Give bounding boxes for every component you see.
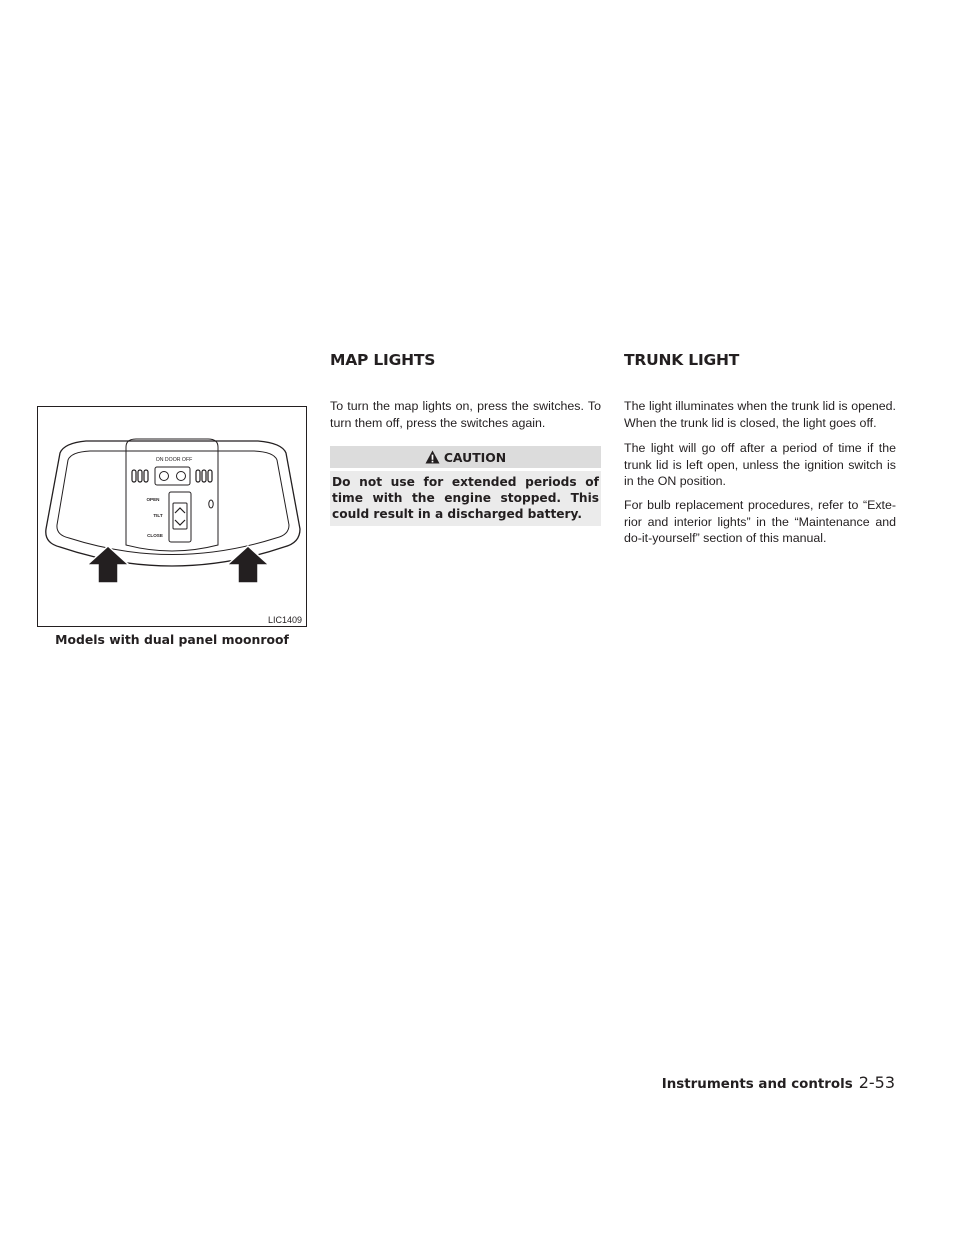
caution-text: Do not use for extended periods of time with the engine stopped. This could result in a discharged battery. <box>330 471 601 526</box>
trunk-light-paragraph-2: The light will go off after a period of time if the trunk lid is left open, unless the ignition switch is in the ON position. <box>624 441 896 489</box>
trunk-light-paragraph-1: The light illuminates when the trunk lid is opened. When the trunk lid is closed, the light goes off. <box>624 399 896 430</box>
tilt-label: TILT <box>153 513 163 518</box>
overhead-console-illustration <box>38 407 306 626</box>
left-arrow-icon <box>87 546 129 583</box>
map-lights-figure <box>37 406 307 627</box>
page-footer <box>662 1073 895 1092</box>
map-lights-heading: MAP LIGHTS <box>330 351 436 369</box>
trunk-light-paragraph-3: For bulb replacement procedures, refer to “Exte- rior and interior lights” in the “Maintenance and do-it-yourself” section of this manual. <box>624 498 896 546</box>
caution-title-bar <box>330 446 601 468</box>
footer-section-title: Instruments and controls <box>661 1077 853 1092</box>
page-number: 2-53 <box>858 1073 895 1092</box>
close-label: CLOSE <box>147 533 163 538</box>
trunk-light-heading: TRUNK LIGHT <box>624 351 740 369</box>
figure-caption: Models with dual panel moonroof <box>55 632 289 647</box>
figure-code: LIC1409 <box>267 615 302 625</box>
caution-title: CAUTION <box>443 449 507 465</box>
open-label: OPEN <box>146 497 160 502</box>
caution-box <box>330 446 601 526</box>
warning-icon <box>425 450 440 464</box>
on-door-off-label: ON DOOR OFF <box>155 457 193 463</box>
right-vent-icon <box>196 470 212 482</box>
map-light-switches <box>155 467 190 485</box>
map-lights-paragraph: To turn the map lights on, press the switches. To turn them off, press the switches again. <box>330 399 601 430</box>
right-arrow-icon <box>227 546 269 583</box>
left-vent-icon <box>132 470 148 482</box>
moonroof-switch <box>169 492 191 542</box>
